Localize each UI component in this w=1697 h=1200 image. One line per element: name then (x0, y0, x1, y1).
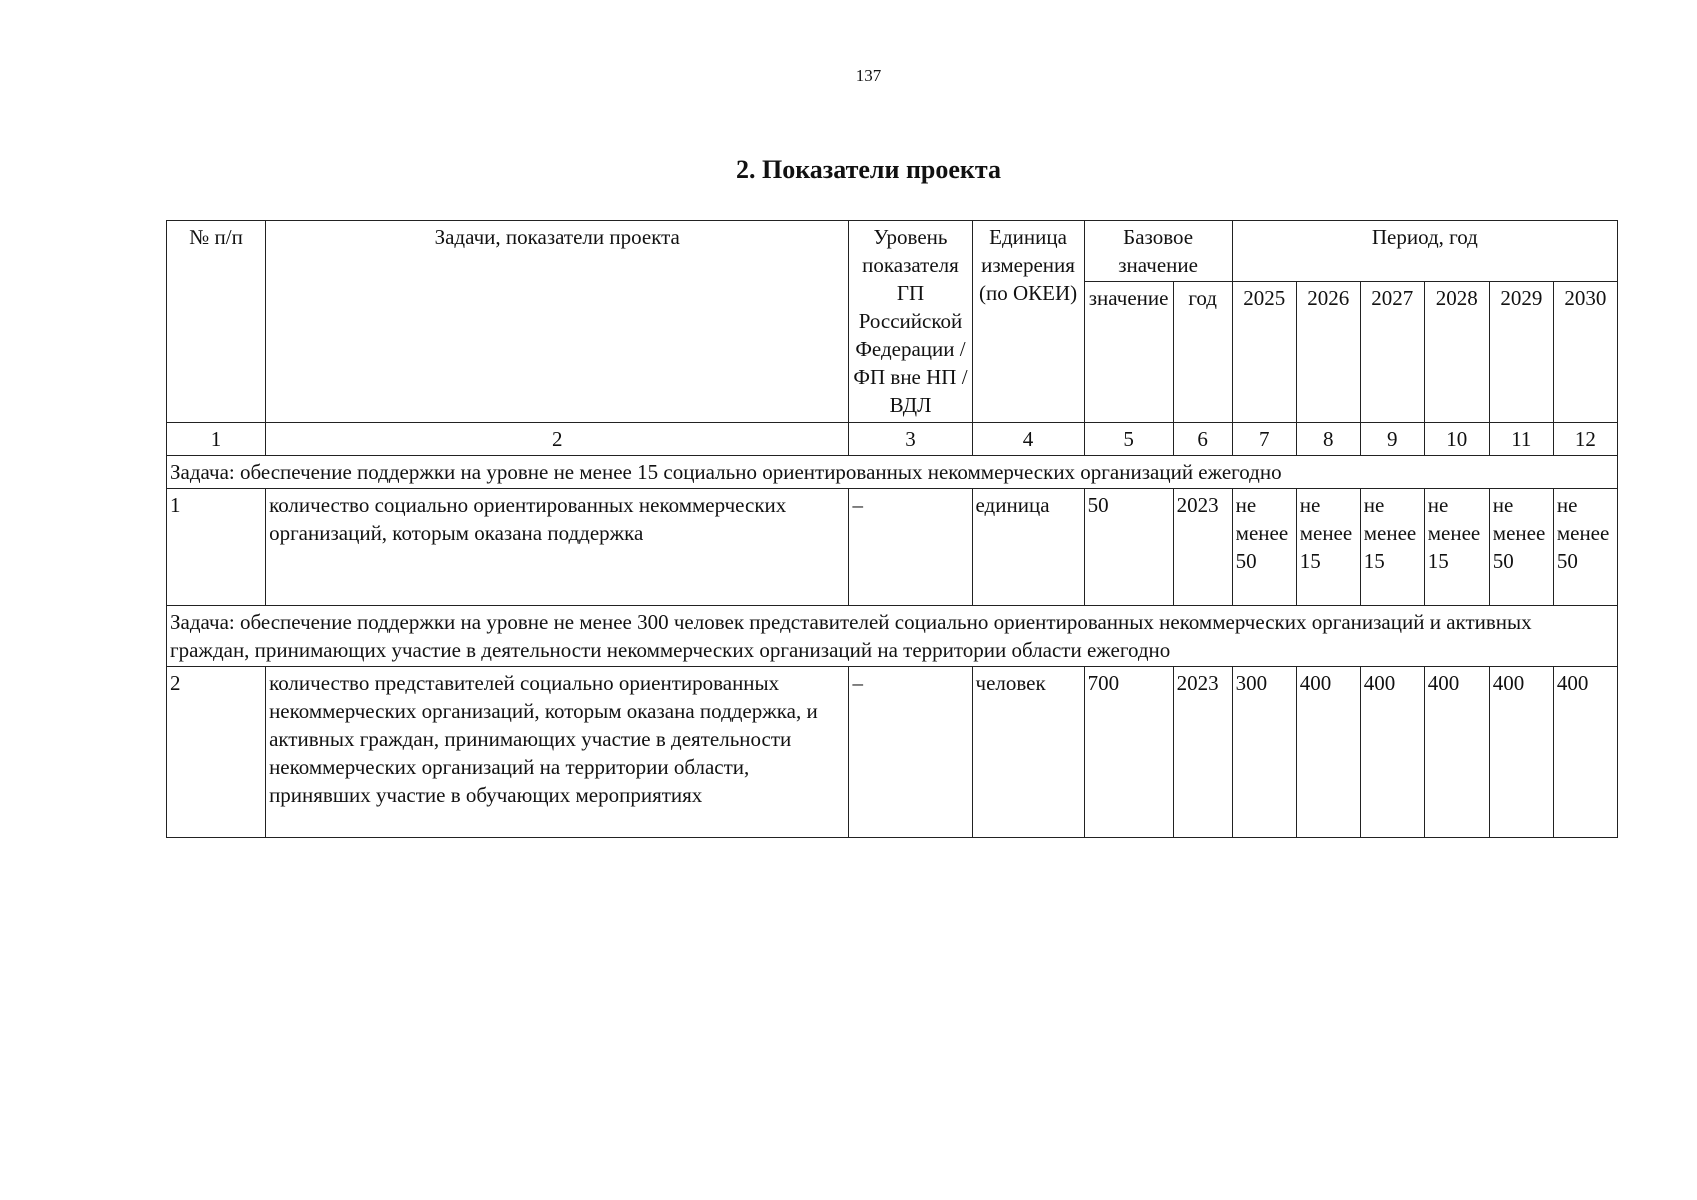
indicator-value-2028: 400 (1424, 667, 1489, 838)
indicator-value-2030: 400 (1553, 667, 1617, 838)
header-year-2027: 2027 (1360, 282, 1424, 423)
indicator-unit: единица (972, 489, 1084, 606)
header-year-2030: 2030 (1553, 282, 1617, 423)
indicator-value-2029: не менее 50 (1489, 489, 1553, 606)
header-base: Базовое значение (1084, 221, 1232, 282)
col-num: 7 (1232, 423, 1296, 456)
header-base-value: значение (1084, 282, 1173, 423)
task-row (167, 456, 1618, 489)
indicator-base-year: 2023 (1173, 489, 1232, 606)
indicator-value-2025: 300 (1232, 667, 1296, 838)
col-num: 8 (1296, 423, 1360, 456)
col-num: 4 (972, 423, 1084, 456)
indicator-value-2027: не менее 15 (1360, 489, 1424, 606)
section-title: 2. Показатели проекта (735, 155, 1001, 184)
col-num: 12 (1553, 423, 1617, 456)
col-num: 6 (1173, 423, 1232, 456)
header-unit: Единица измерения (по ОКЕИ) (972, 221, 1084, 423)
indicator-base-year: 2023 (1173, 667, 1232, 838)
task-title: Задача: обеспечение поддержки на уровне не менее 15 социально ориентированных некоммерческих организаций ежегодно (167, 456, 1618, 489)
header-row-1 (167, 221, 1618, 282)
indicators-table (166, 220, 1618, 838)
indicator-value-2025: не менее 50 (1232, 489, 1296, 606)
indicator-value-2028: не менее 15 (1424, 489, 1489, 606)
indicator-base-value: 50 (1084, 489, 1173, 606)
indicator-base-value: 700 (1084, 667, 1173, 838)
header-year-2029: 2029 (1489, 282, 1553, 423)
indicator-no: 1 (167, 489, 266, 606)
indicator-level: – (849, 489, 972, 606)
indicator-level: – (849, 667, 972, 838)
task-row (167, 606, 1618, 667)
col-num: 1 (167, 423, 266, 456)
indicator-value-2027: 400 (1360, 667, 1424, 838)
header-base-year: год (1173, 282, 1232, 423)
page-number: 137 (855, 66, 882, 85)
header-level: Уровень показателя ГП Российской Федерации / ФП вне НП / ВДЛ (849, 221, 972, 423)
header-year-2026: 2026 (1296, 282, 1360, 423)
indicator-row (167, 667, 1618, 838)
indicator-value-2030: не менее 50 (1553, 489, 1617, 606)
col-num: 9 (1360, 423, 1424, 456)
header-tasks: Задачи, показатели проекта (266, 221, 849, 423)
indicator-name: количество представителей социально ориентированных некоммерческих организаций, которым оказана поддержка, и активных граждан, принимающих участие в деятельности некоммерческих организаций на территории области, принявших участие в обучающих мероприятиях (266, 667, 849, 838)
indicator-name: количество социально ориентированных некоммерческих организаций, которым оказана поддержка (266, 489, 849, 606)
header-year-2028: 2028 (1424, 282, 1489, 423)
column-numbers-row (167, 423, 1618, 456)
col-num: 3 (849, 423, 972, 456)
indicator-no: 2 (167, 667, 266, 838)
header-no: № п/п (167, 221, 266, 423)
header-period: Период, год (1232, 221, 1617, 282)
col-num: 5 (1084, 423, 1173, 456)
col-num: 11 (1489, 423, 1553, 456)
col-num: 2 (266, 423, 849, 456)
indicator-unit: человек (972, 667, 1084, 838)
task-title: Задача: обеспечение поддержки на уровне не менее 300 человек представителей социально ориентированных некоммерческих организаций и активных граждан, принимающих участие в деятельности некоммерческих организаций на территории области ежегодно (167, 606, 1618, 667)
indicator-value-2026: 400 (1296, 667, 1360, 838)
header-year-2025: 2025 (1232, 282, 1296, 423)
indicator-value-2029: 400 (1489, 667, 1553, 838)
col-num: 10 (1424, 423, 1489, 456)
indicator-value-2026: не менее 15 (1296, 489, 1360, 606)
indicator-row (167, 489, 1618, 606)
